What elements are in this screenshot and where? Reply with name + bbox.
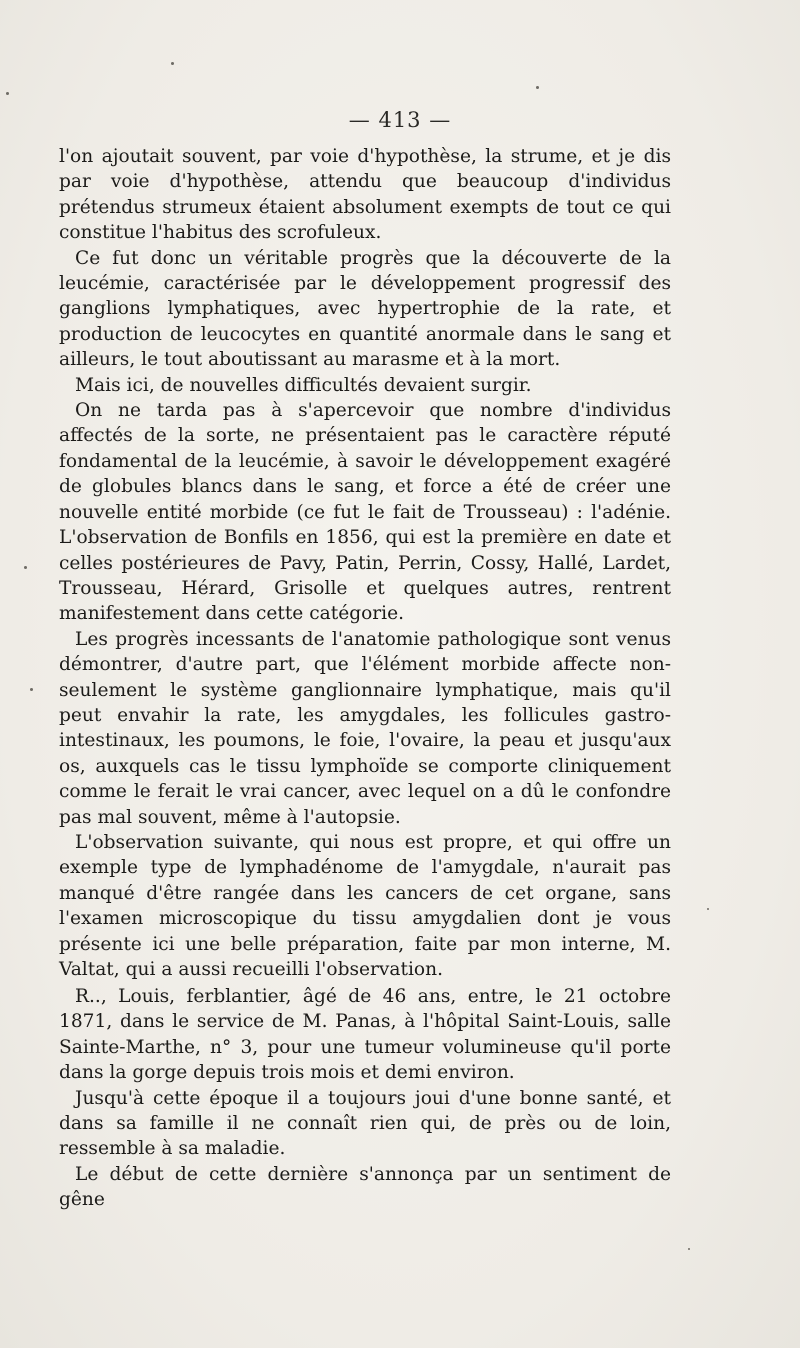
paragraph: Le début de cette dernière s'annonça par un sentiment de gêne (59, 1163, 671, 1211)
paragraph: R.., Louis, ferblantier, âgé de 46 ans, entre, le 21 octobre 1871, dans le service de M. Panas, à l'hôpital Saint-Louis, salle Sainte-Marthe, n° 3, pour une tumeur volumineuse qu'il porte dans la gorge depuis trois mois et demi environ. (59, 986, 671, 1084)
paragraph: On ne tarda pas à s'apercevoir que nombre d'individus affectés de la sorte, ne présentaient pas le caractère réputé fondamental de la leucémie, à savoir le développement exagéré de globules blancs dans le sang, et force a été de créer une nouvelle entité morbide (ce fut le fait de Trousseau) : l'adénie. L'observation de Bonfils en 1856, qui est la première en date et celles postérieures de Pavy, Patin, Perrin, Cossy, Hallé, Lardet, Trousseau, Hérard, Grisolle et quelques autres, rentrent manifestement dans cette catégorie. (59, 400, 671, 625)
body-text-upper (59, 144, 671, 982)
page-number: — 413 — (348, 108, 452, 132)
paragraph: Jusqu'à cette époque il a toujours joui d'une bonne santé, et dans sa famille il ne connaît rien qui, de près ou de loin, ressemble à sa maladie. (59, 1087, 671, 1160)
paragraph: L'observation suivante, qui nous est propre, et qui offre un exemple type de lymphadénome de l'amygdale, n'aurait pas manqué d'être rangée dans les cancers de cet organe, sans l'examen microscopique du tissu amygdalien dont je vous présente ici une belle préparation, faite par mon interne, M. Valtat, qui a aussi recueilli l'observation. (59, 831, 671, 980)
body-text-lower (59, 984, 671, 1213)
paragraph: Mais ici, de nouvelles difficultés devaient surgir. (75, 374, 532, 396)
paragraph: l'on ajoutait souvent, par voie d'hypothèse, la strume, et je dis par voie d'hypothèse, attendu que beaucoup d'individus prétendus strumeux étaient absolument exempts de tout ce qui constitue l'habitus des scrofuleux. (59, 146, 671, 244)
paragraph: Ce fut donc un véritable progrès que la découverte de la leucémie, caractérisée par le développement progressif des ganglions lymphatiques, avec hypertrophie de la rate, et production de leucocytes en quantité anormale dans le sang et ailleurs, le tout aboutissant au marasme et à la mort. (59, 247, 671, 371)
paragraph: Les progrès incessants de l'anatomie pathologique sont venus démontrer, d'autre part, que l'élément morbide affecte non-seulement le système ganglionnaire lymphatique, mais qu'il peut envahir la rate, les amygdales, les follicules gastro-intestinaux, les poumons, le foie, l'ovaire, la peau et jusqu'aux os, auxquels cas le tissu lymphoïde se comporte cliniquement comme le ferait le vrai cancer, avec lequel on a dû le confondre pas mal souvent, même à l'autopsie. (59, 628, 671, 828)
